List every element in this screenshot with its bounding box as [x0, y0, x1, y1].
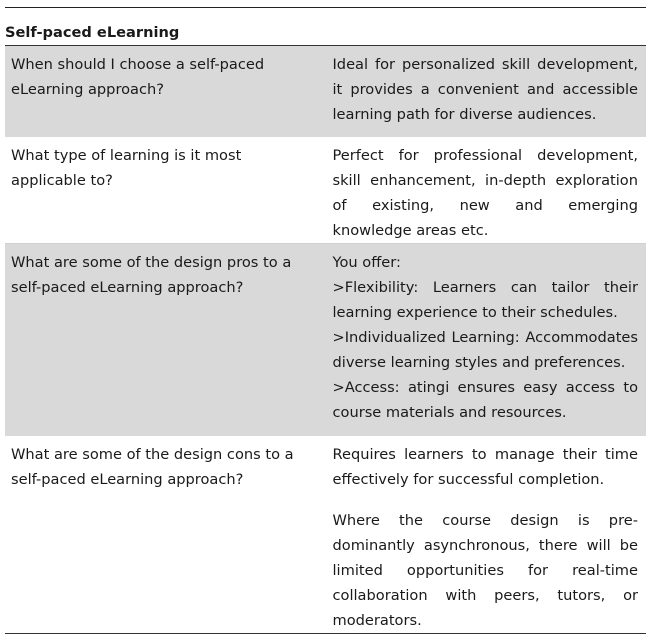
table-row [5, 46, 646, 138]
answer-paragraph: Requires learners to manage their time effectively for successful completion. [332, 446, 638, 488]
table-row [5, 137, 646, 244]
table-heading-row [5, 20, 646, 46]
answer-cell [326, 436, 647, 634]
answer-line: You offer: [332, 254, 401, 271]
elearning-table [5, 20, 646, 634]
answer-cell: Perfect for professional development, skill enhancement, in-depth exploration of existing, new and emerging knowledge areas etc. [326, 137, 647, 244]
answer-line: >Flexibility: Learners can tailor their learning experience to their schedules. [332, 279, 638, 321]
answer-paragraph: Where the course design is pre-dominantly asynchronous, there will be limited opportunities for real-time collaboration with peers, tutors, or moderators. [332, 512, 638, 629]
top-divider [5, 7, 646, 8]
answer-line: >Individualized Learning: Accommodates diverse learning styles and preferences. [332, 329, 638, 371]
table-row [5, 244, 646, 437]
table-row [5, 436, 646, 634]
question-cell: What type of learning is it most applicable to? [5, 137, 326, 244]
table-heading: Self-paced eLearning [5, 20, 646, 46]
answer-cell: Ideal for personalized skill development, it provides a convenient and accessible learning path for diverse audiences. [326, 46, 647, 138]
answer-line: >Access: atingi ensures easy access to course materials and resources. [332, 379, 638, 421]
question-cell: When should I choose a self-paced eLearning approach? [5, 46, 326, 138]
question-cell: What are some of the design pros to a self-paced eLearning approach? [5, 244, 326, 437]
question-cell: What are some of the design cons to a self-paced eLearning approach? [5, 436, 326, 634]
answer-cell [326, 244, 647, 437]
